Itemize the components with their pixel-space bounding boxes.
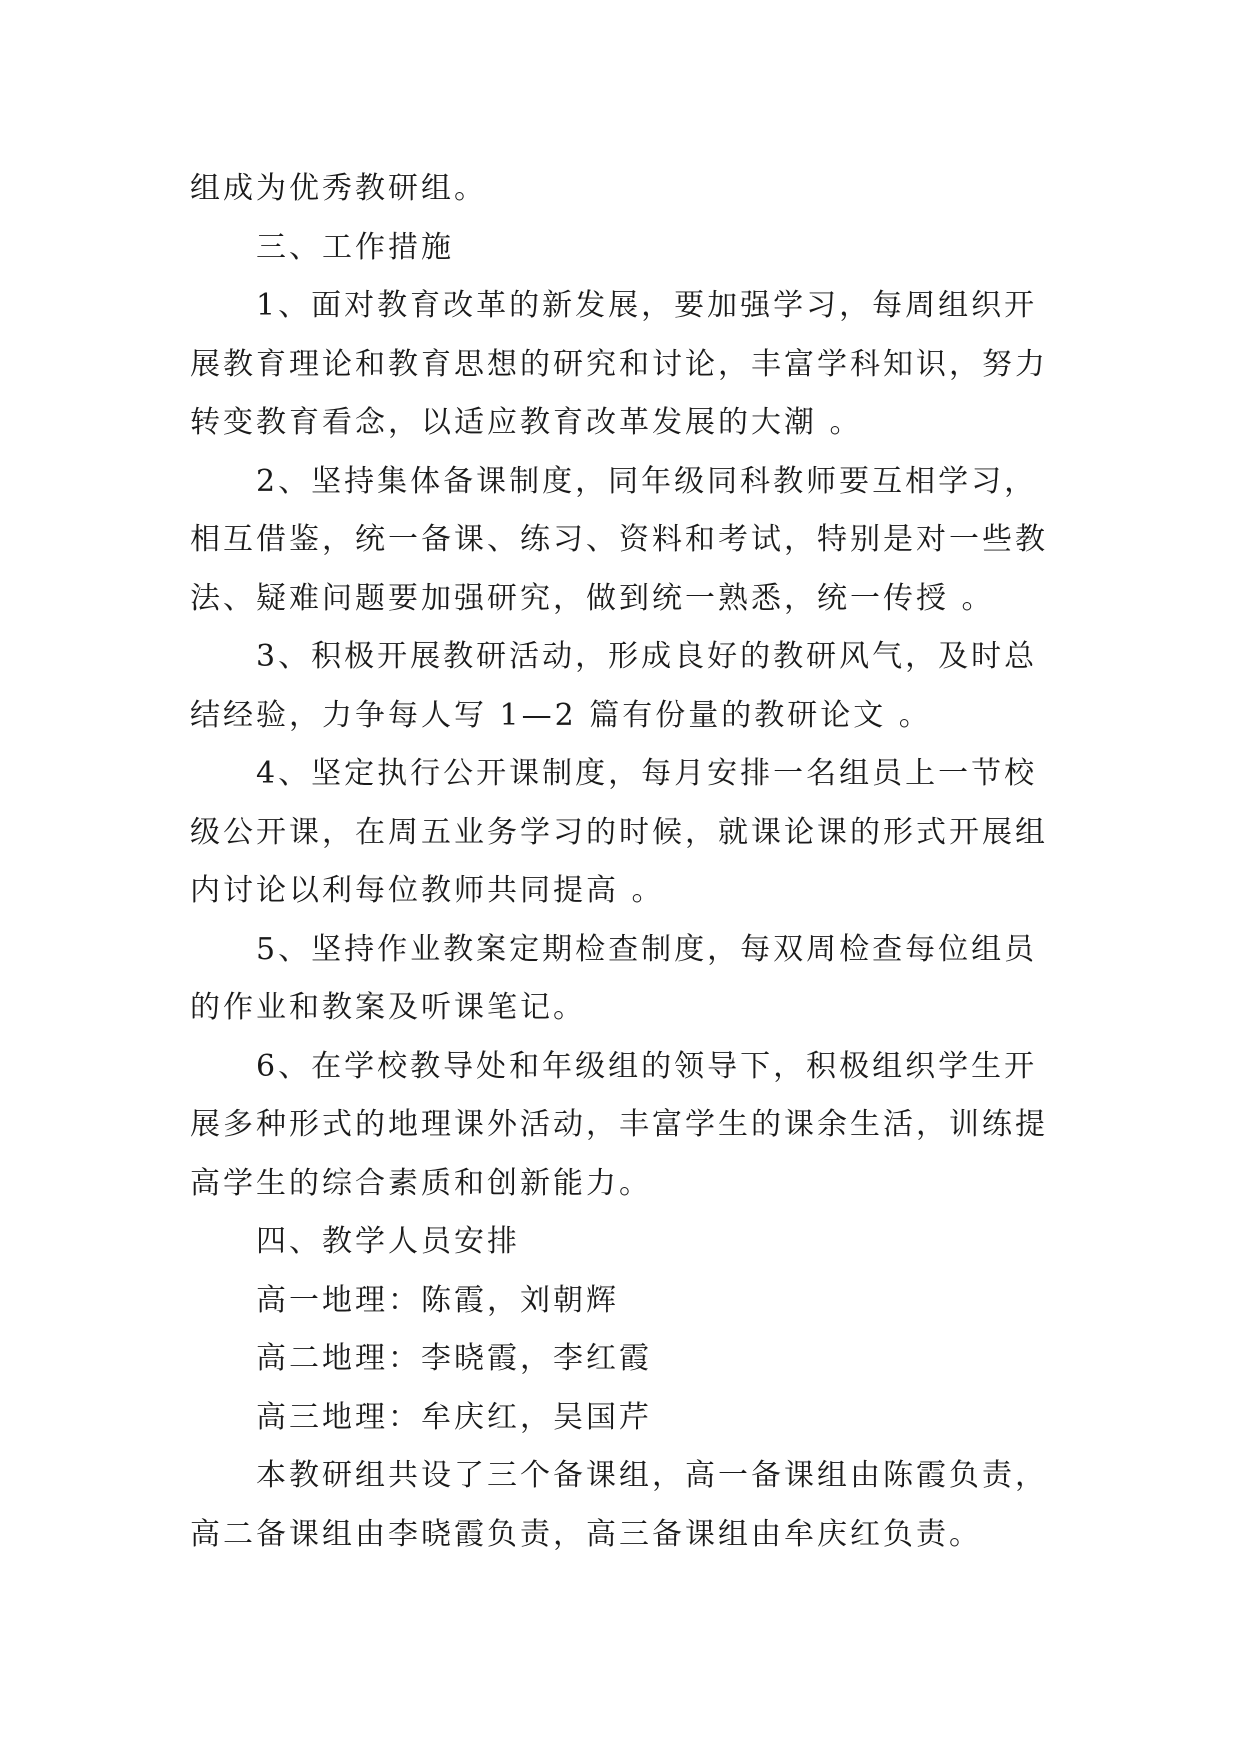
paragraph-line: 展教育理论和教育思想的研究和讨论，丰富学科知识，努力 <box>190 346 1048 382</box>
paragraph-line: 本教研组共设了三个备课组，高一备课组由陈霞负责， <box>256 1458 1048 1493</box>
paragraph-line: 组成为优秀教研组。 <box>190 171 487 206</box>
paragraph-line: 级公开课，在周五业务学习的时候，就课论课的形式开展组 <box>190 814 1048 850</box>
paragraph-line: 2、坚持集体备课制度，同年级同科教师要互相学习， <box>256 463 1038 499</box>
paragraph-line: 高二备课组由李晓霞负责，高三备课组由牟庆红负责。 <box>190 1516 982 1552</box>
paragraph-line: 结经验，力争每人写 1—2 篇有份量的教研论文 。 <box>190 697 932 733</box>
document-body <box>190 160 1060 1564</box>
section-heading-measures: 三、工作措施 <box>256 229 454 265</box>
paragraph-line: 6、在学校教导处和年级组的领导下，积极组织学生开 <box>256 1048 1038 1084</box>
paragraph-line: 3、积极开展教研活动，形成良好的教研风气，及时总 <box>256 639 1038 674</box>
paragraph-line: 高学生的综合素质和创新能力。 <box>190 1165 652 1201</box>
staff-entry: 高三地理：牟庆红，吴国芹 <box>256 1399 652 1435</box>
paragraph-line: 的作业和教案及听课笔记。 <box>190 990 586 1025</box>
paragraph-line: 展多种形式的地理课外活动，丰富学生的课余生活，训练提 <box>190 1107 1048 1142</box>
paragraph-line: 相互借鉴，统一备课、练习、资料和考试，特别是对一些教 <box>190 522 1048 557</box>
paragraph-line: 转变教育看念，以适应教育改革发展的大潮 。 <box>190 405 863 440</box>
section-heading-staff: 四、教学人员安排 <box>256 1224 520 1259</box>
paragraph-line: 5、坚持作业教案定期检查制度，每双周检查每位组员 <box>256 931 1038 967</box>
paragraph-line: 法、疑难问题要加强研究，做到统一熟悉，统一传授 。 <box>190 580 995 616</box>
paragraph-line: 内讨论以利每位教师共同提高 。 <box>190 873 665 908</box>
staff-entry: 高一地理：陈霞，刘朝辉 <box>256 1282 619 1318</box>
staff-entry: 高二地理：李晓霞，李红霞 <box>256 1341 652 1376</box>
paragraph-line: 1、面对教育改革的新发展，要加强学习，每周组织开 <box>256 288 1038 323</box>
paragraph-line: 4、坚定执行公开课制度，每月安排一名组员上一节校 <box>256 756 1038 791</box>
